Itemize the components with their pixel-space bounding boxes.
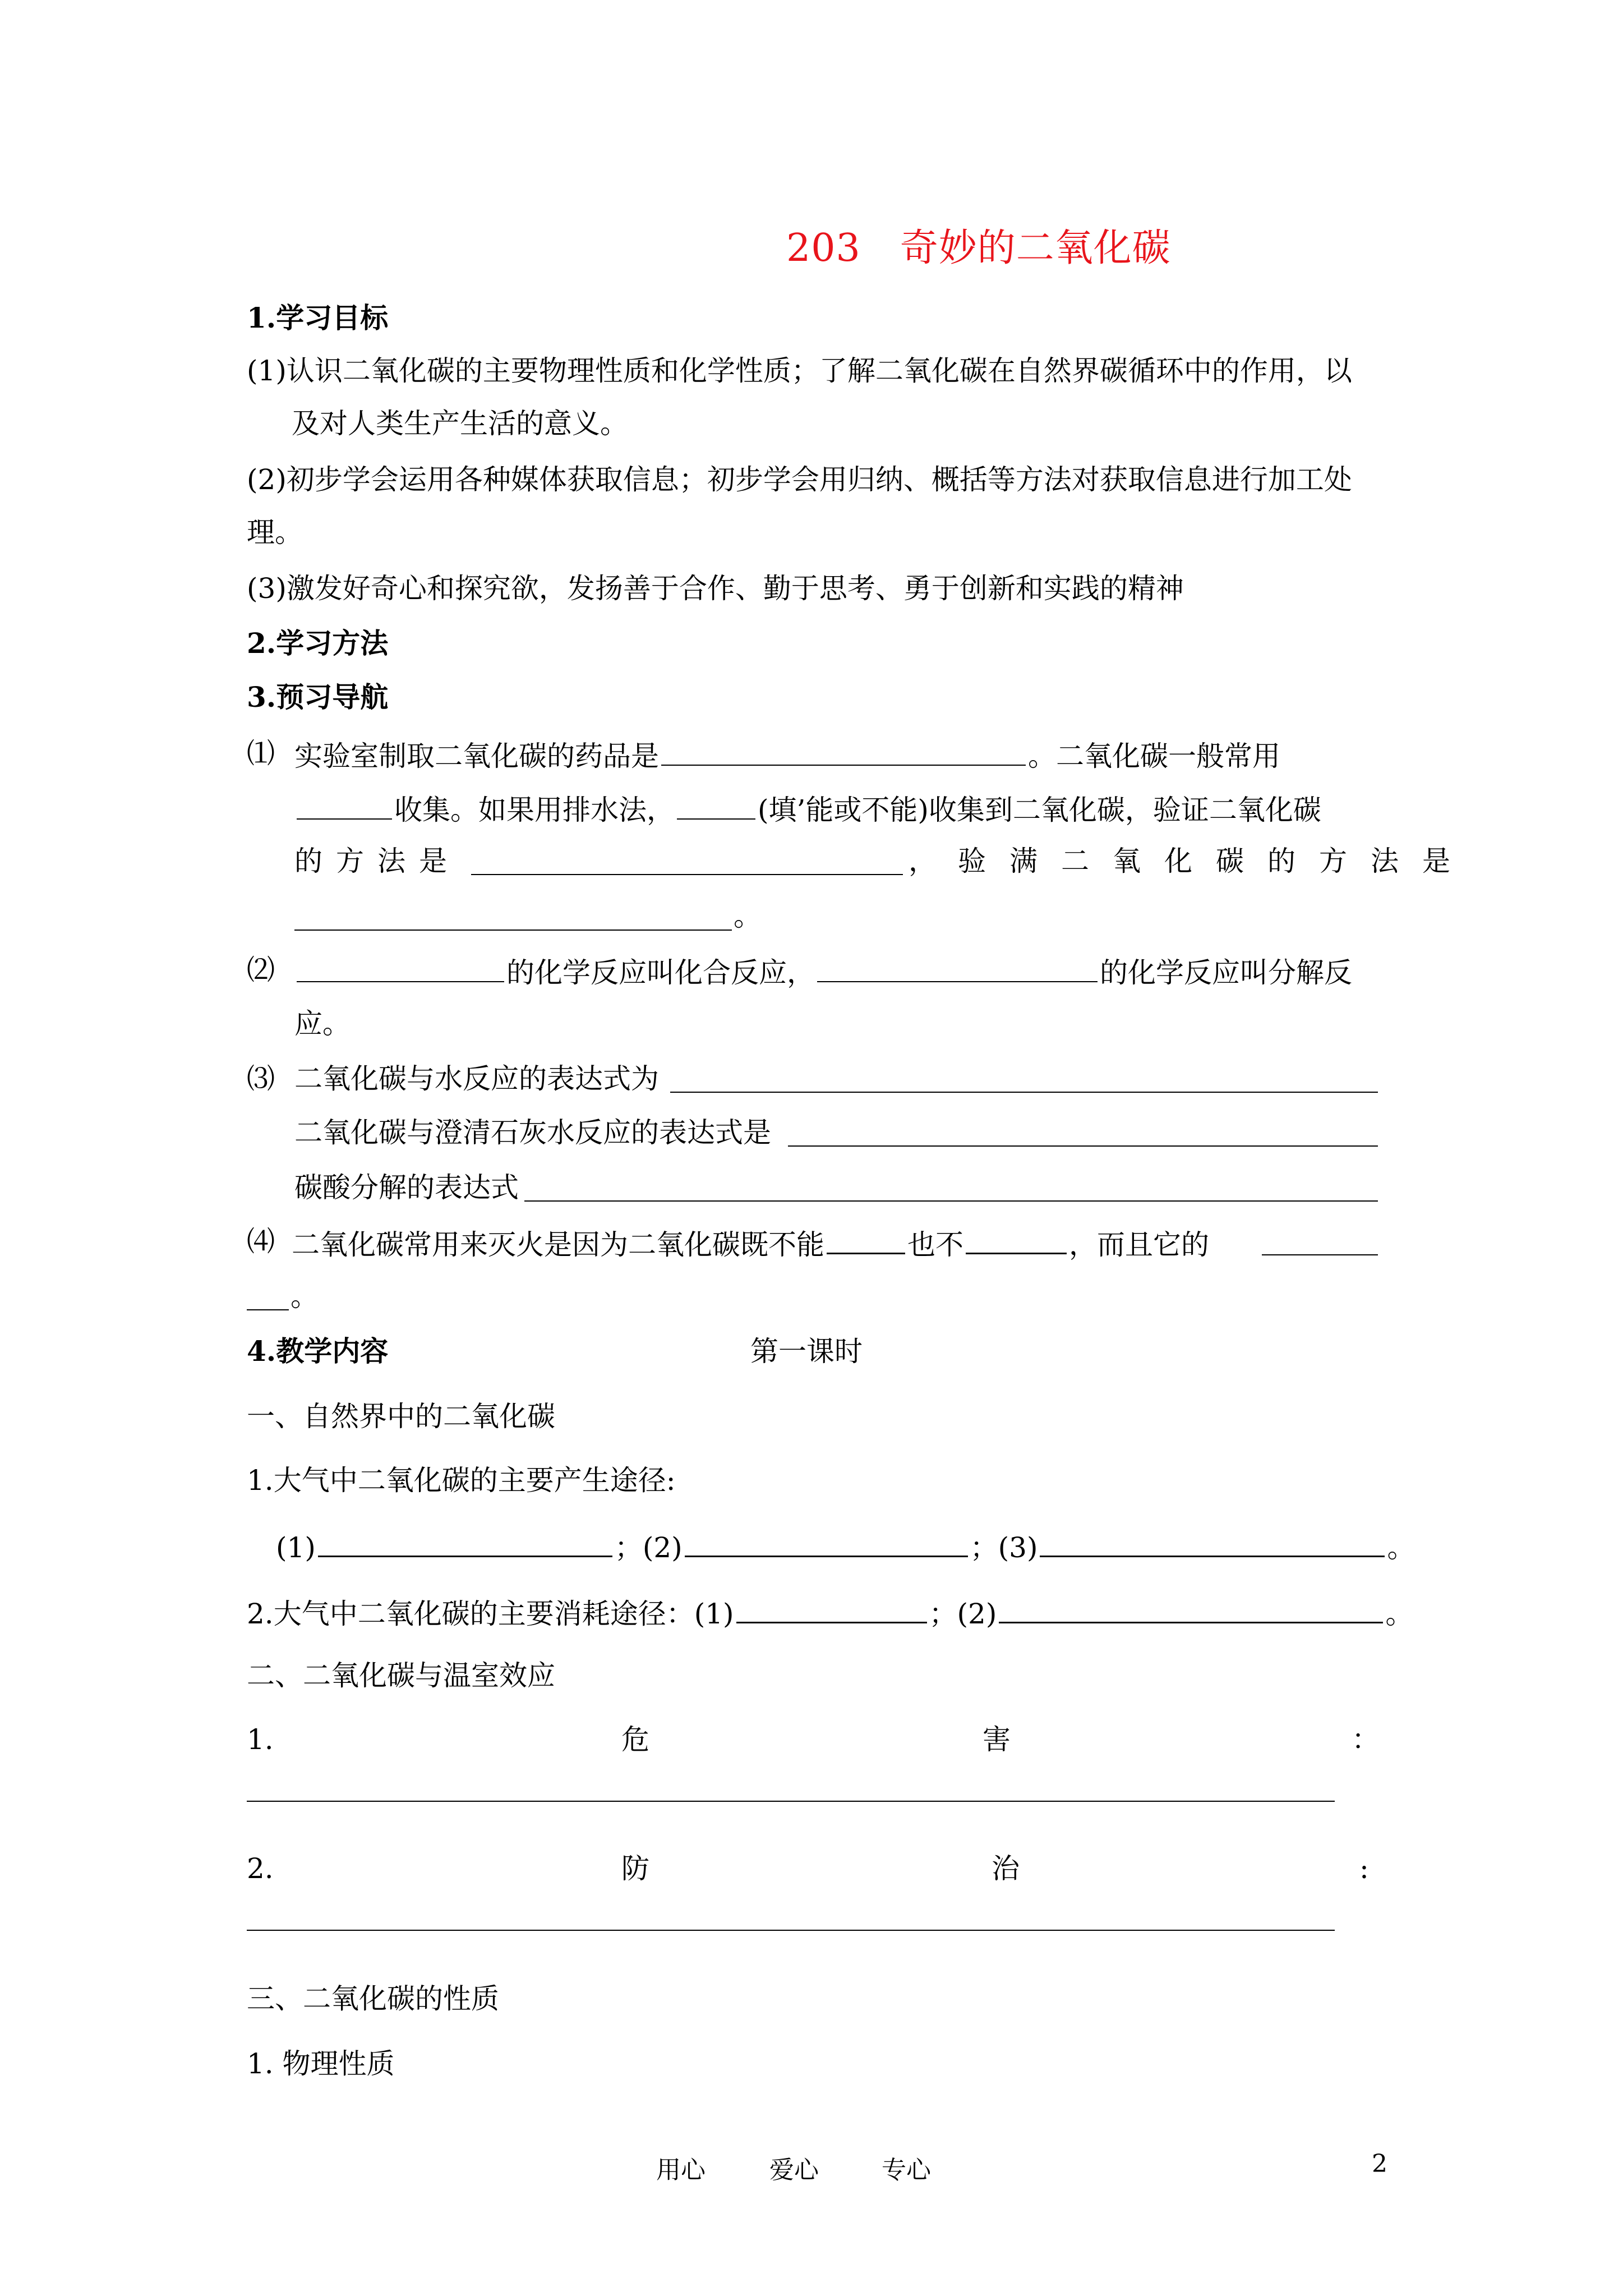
source-blank-1[interactable] (318, 1530, 612, 1557)
section-heading-objectives: 1.学习目标 (247, 301, 389, 334)
q2-number: ⑵ (247, 954, 275, 986)
prevent-char-1: 防 (621, 1852, 649, 1885)
lesson-number: 203 (786, 226, 861, 270)
q1-line3-right: 验 满 二 氧 化 碳 的 方 法 是 (958, 845, 1450, 877)
part1-q1-answers: (1) ；(2) ；(3) 。 (276, 1531, 1415, 1564)
source-blank-3[interactable] (1040, 1530, 1385, 1557)
section-heading-method: 2.学习方法 (247, 627, 389, 660)
q1-end-period: 。 (734, 900, 762, 932)
q4-line1: 二氧化碳常用来灭火是因为二氧化碳既不能 也不 ，而且它的 (292, 1228, 1209, 1261)
harm-number: 1. (247, 1723, 274, 1756)
q3-carbonic-label: 碳酸分解的表达式 (294, 1171, 519, 1204)
q4-end-period: 。 (291, 1280, 319, 1313)
q4-blank-3[interactable] (1262, 1254, 1378, 1255)
footer-word-3: 专心 (882, 2156, 931, 2184)
q1-blank-collect[interactable] (297, 793, 392, 820)
objective-2-line2: 理。 (247, 516, 303, 549)
q3-blank-carbonic[interactable] (524, 1200, 1378, 1202)
lesson-period: 第一课时 (750, 1335, 863, 1368)
physical-properties: 1. 物理性质 (247, 2047, 395, 2080)
q1-blank-can[interactable] (677, 793, 755, 820)
page-number: 2 (1372, 2150, 1387, 2178)
objective-2-line1: (2)初步学会运用各种媒体获取信息；初步学会用归纳、概括等方法对获取信息进行加工处 (247, 463, 1352, 496)
prevent-answer-line[interactable] (247, 1930, 1335, 1931)
harm-char-1: 危 (621, 1723, 649, 1756)
objective-1-line1: (1)认识二氧化碳的主要物理性质和化学性质；了解二氧化碳在自然界碳循环中的作用，以 (247, 355, 1352, 387)
q1-line2: 收集。如果用排水法， (填’能或不能)收集到二氧化碳，验证二氧化碳 (294, 793, 1321, 824)
part1-q2: 2.大气中二氧化碳的主要消耗途径：(1) ；(2) 。 (247, 1598, 1414, 1630)
prevent-number: 2. (247, 1852, 274, 1885)
q3-number: ⑶ (247, 1062, 275, 1095)
harm-char-2: 害 (983, 1723, 1011, 1756)
q1-blank-verify[interactable] (471, 874, 903, 875)
q3-water-label: 二氧化碳与水反应的表达式为 (294, 1062, 659, 1095)
q4-blank-2[interactable] (966, 1227, 1067, 1254)
q1-blank-full[interactable] (294, 930, 732, 931)
harm-colon: ： (1352, 1723, 1380, 1756)
sink-blank-1[interactable] (736, 1596, 927, 1623)
section-heading-preview: 3.预习导航 (247, 680, 389, 714)
q3-blank-water[interactable] (670, 1092, 1378, 1093)
sink-blank-2[interactable] (999, 1596, 1383, 1623)
q3-limewater-label: 二氧化碳与澄清石灰水反应的表达式是 (294, 1116, 771, 1149)
part2-heading: 二、二氧化碳与温室效应 (247, 1659, 555, 1692)
q2-blank-decomposition[interactable] (817, 956, 1098, 982)
footer-word-2: 爱心 (769, 2156, 819, 2184)
objective-3: (3)激发好奇心和探究欲，发扬善于合作、勤于思考、勇于创新和实践的精神 (247, 572, 1184, 605)
q2-line2: 应。 (294, 1007, 351, 1040)
objective-1-line2: 及对人类生产生活的意义。 (292, 407, 628, 440)
q1-blank-reagents[interactable] (661, 739, 1026, 766)
prevent-colon: : (1359, 1852, 1369, 1885)
q2-blank-combination[interactable] (297, 956, 504, 982)
section-heading-content: 4.教学内容 (247, 1335, 389, 1368)
harm-answer-line[interactable] (247, 1801, 1335, 1802)
source-blank-2[interactable] (685, 1530, 968, 1557)
q1-number: ⑴ (247, 737, 275, 770)
q3-blank-limewater[interactable] (788, 1145, 1378, 1147)
part1-heading: 一、自然界中的二氧化碳 (247, 1400, 555, 1433)
q1-line3-comma: ， (909, 845, 937, 877)
prevent-char-2: 治 (992, 1852, 1020, 1885)
part1-q1: 1.大气中二氧化碳的主要产生途径: (247, 1464, 676, 1497)
q4-blank-1[interactable] (827, 1227, 905, 1254)
lesson-title: 奇妙的二氧化碳 (900, 226, 1171, 270)
footer-word-1: 用心 (656, 2156, 706, 2184)
q1-line3: 的 方 法 是 (294, 845, 447, 877)
part3-heading: 三、二氧化碳的性质 (247, 1982, 499, 2015)
q1-line1: 实验室制取二氧化碳的药品是 。二氧化碳一般常用 (294, 740, 1280, 772)
document-title (786, 218, 1171, 272)
q4-blank-3-cont[interactable] (247, 1309, 289, 1310)
q4-number: ⑷ (247, 1225, 275, 1258)
q2-line1: 的化学反应叫化合反应， 的化学反应叫分解反 (294, 956, 1352, 987)
